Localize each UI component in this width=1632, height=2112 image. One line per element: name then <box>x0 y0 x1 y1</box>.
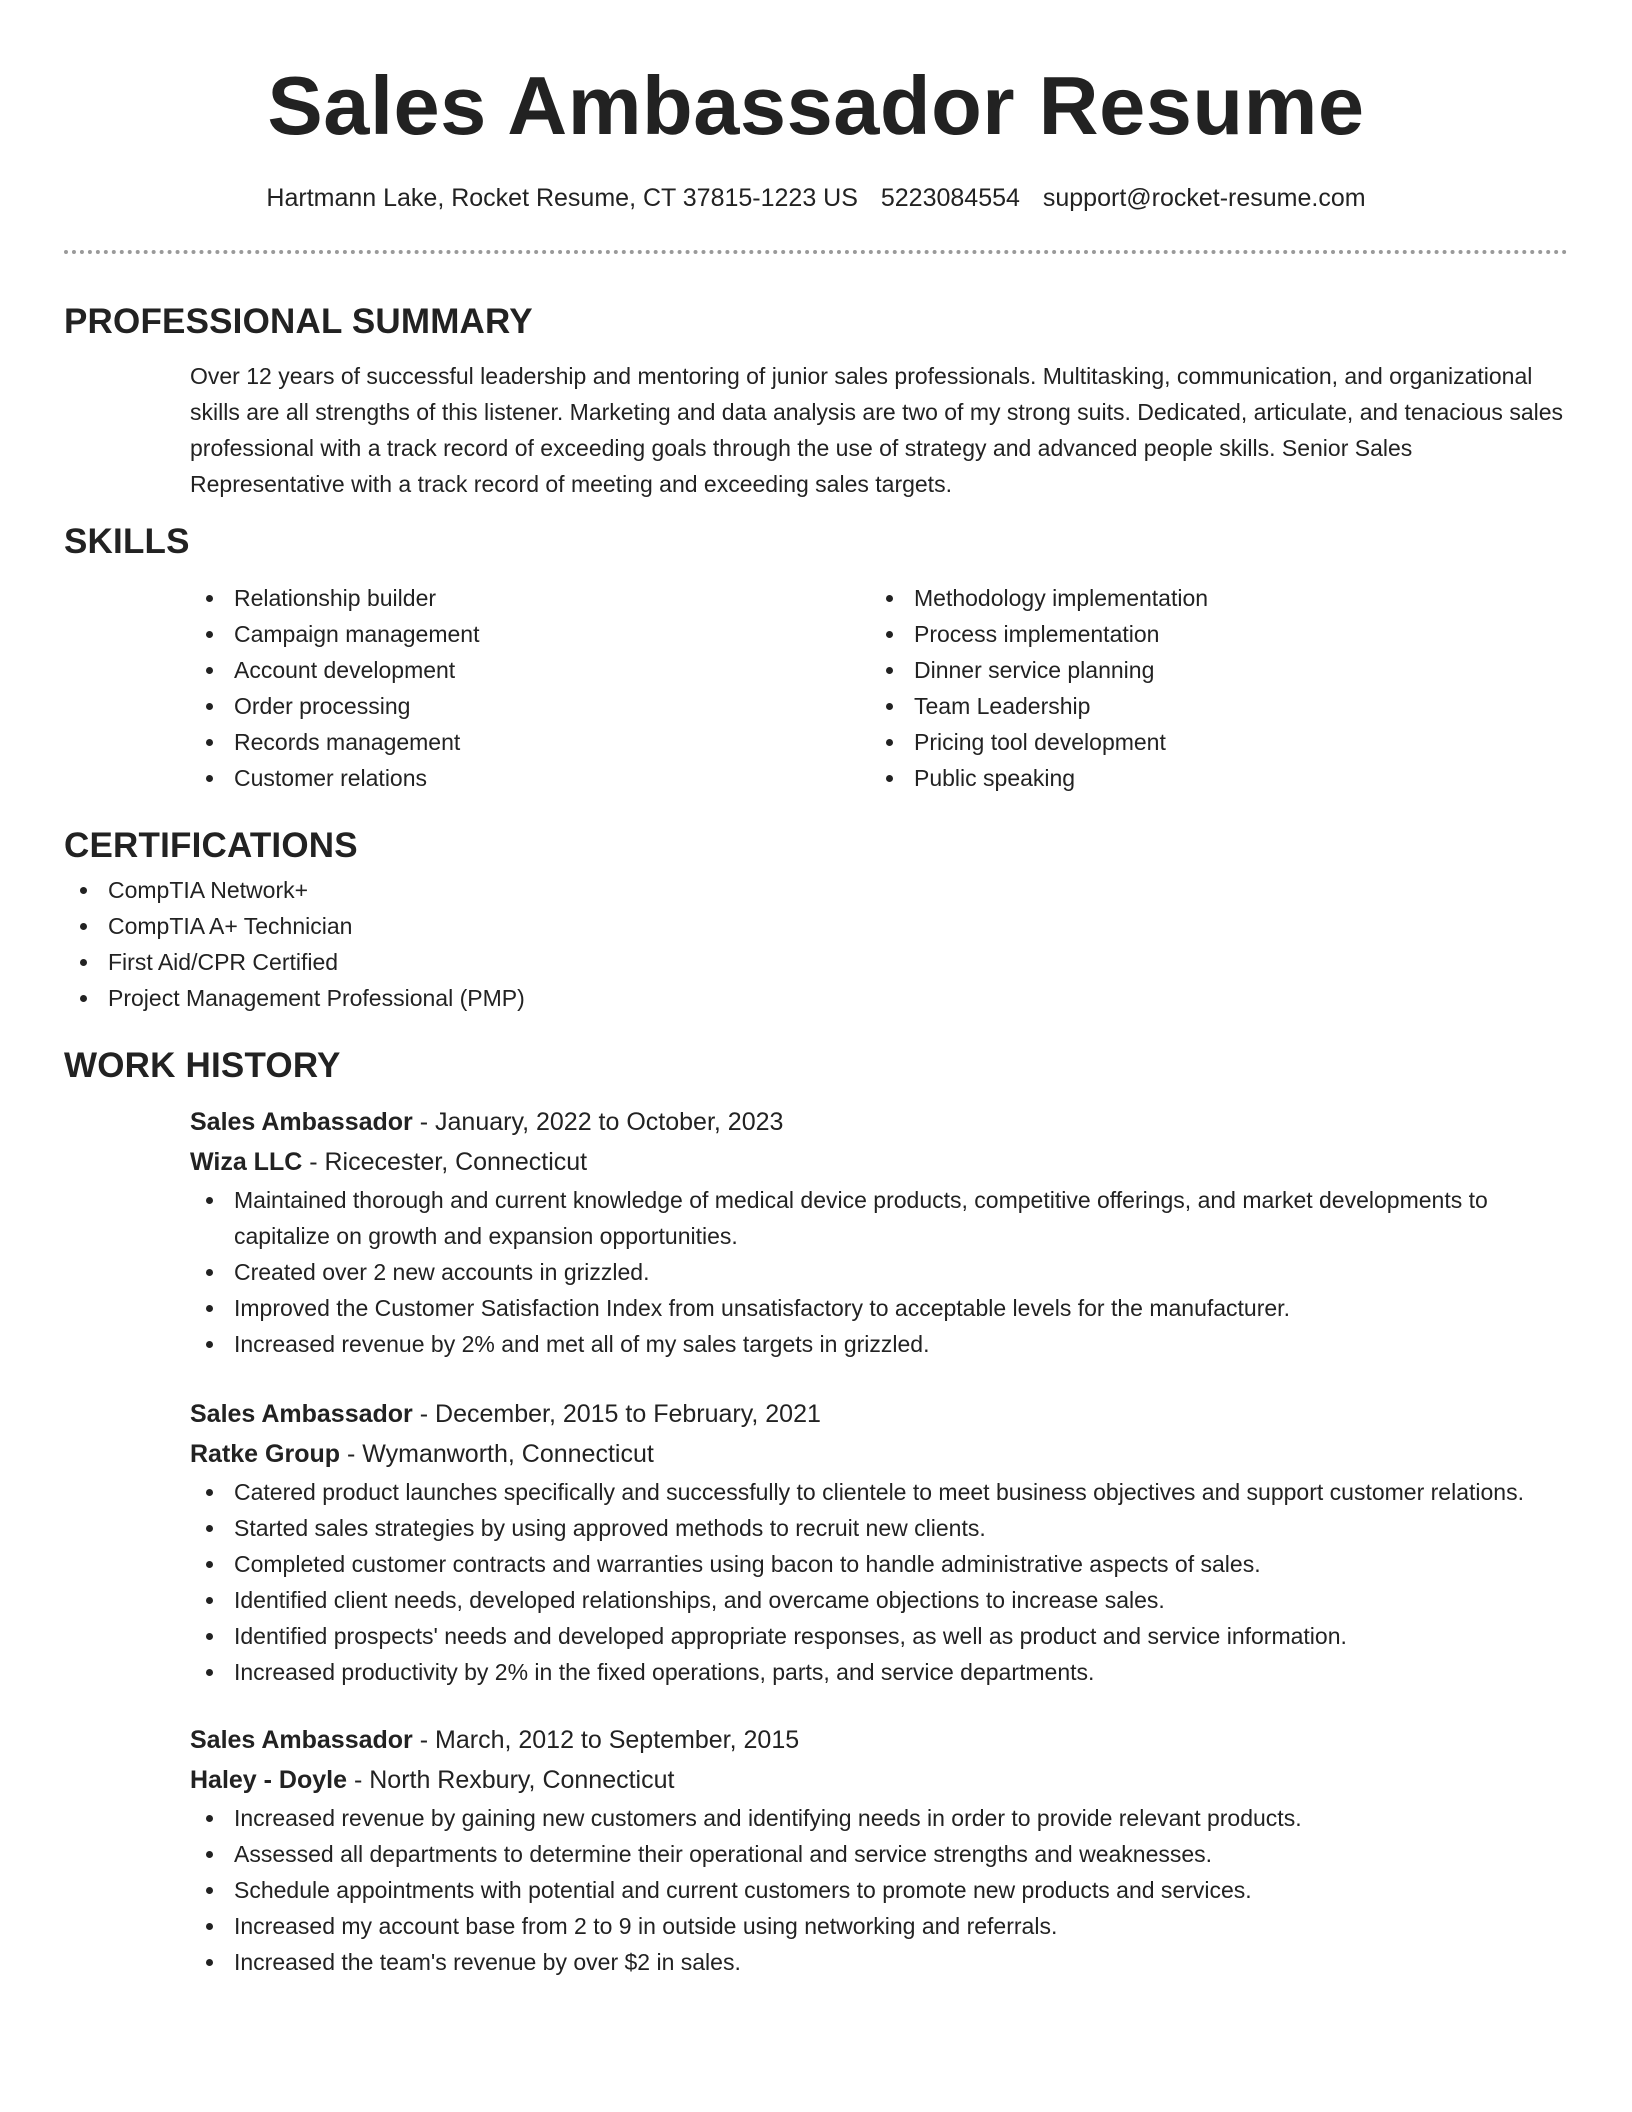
certification-item: CompTIA Network+ <box>64 872 1568 908</box>
job-bullet-list <box>64 1182 1568 1362</box>
summary-text: Over 12 years of successful leadership and mentoring of junior sales professionals. Multitasking, communication, and organizational skills are all strengths of this listener. Marketing and data analysis are two of my strong suits. Dedicated, articulate, and tenacious sales professional with a track record of exceeding goals through the use of strategy and advanced people skills. Senior Sales Representative with a track record of meeting and exceeding sales targets. <box>190 363 1564 497</box>
skill-item: Process implementation <box>870 616 1550 652</box>
job-bullet: Increased productivity by 2% in the fixed operations, parts, and service departments. <box>190 1654 1568 1690</box>
job-title-line <box>190 1720 1568 1760</box>
job-company-line <box>190 1142 1568 1182</box>
job-bullet: Improved the Customer Satisfaction Index from unsatisfactory to acceptable levels for the manufacturer. <box>190 1290 1568 1326</box>
certifications-section <box>64 820 1568 1016</box>
job-company-line <box>190 1760 1568 1800</box>
certification-item: CompTIA A+ Technician <box>64 908 1568 944</box>
skill-item: Dinner service planning <box>870 652 1550 688</box>
work-history-heading: WORK HISTORY <box>64 1046 341 1085</box>
certifications-list <box>64 872 1568 1016</box>
work-history-section <box>64 1040 1568 1980</box>
job-bullet: Schedule appointments with potential and current customers to promote new products and services. <box>190 1872 1568 1908</box>
job-entry <box>190 1102 1568 1362</box>
job-company-line <box>190 1434 1568 1474</box>
skill-item: Account development <box>190 652 870 688</box>
certifications-heading: CERTIFICATIONS <box>64 826 358 865</box>
contact-email[interactable]: support@rocket-resume.com <box>1042 184 1366 212</box>
job-title-line <box>190 1394 1568 1434</box>
skill-item: Public speaking <box>870 760 1550 796</box>
skills-list-right <box>870 580 1550 796</box>
skill-item: Campaign management <box>190 616 870 652</box>
job-dates: - December, 2015 to February, 2021 <box>412 1400 821 1428</box>
job-entry <box>190 1394 1568 1690</box>
skill-item: Records management <box>190 724 870 760</box>
job-location: - Ricecester, Connecticut <box>302 1148 588 1176</box>
job-role: Sales Ambassador <box>190 1726 413 1754</box>
job-dates: - March, 2012 to September, 2015 <box>412 1726 800 1754</box>
summary-heading: PROFESSIONAL SUMMARY <box>64 302 533 341</box>
skill-item: Relationship builder <box>190 580 870 616</box>
skills-heading: SKILLS <box>64 522 190 561</box>
contact-line <box>64 182 1568 214</box>
skill-item: Order processing <box>190 688 870 724</box>
job-bullet: Catered product launches specifically and successfully to clientele to meet business objectives and support customer relations. <box>190 1474 1568 1510</box>
header-divider <box>64 250 1568 254</box>
resume-content <box>64 296 1568 1980</box>
job-bullet: Increased my account base from 2 to 9 in outside using networking and referrals. <box>190 1908 1568 1944</box>
skill-item: Methodology implementation <box>870 580 1550 616</box>
job-company: Haley - Doyle <box>190 1766 348 1794</box>
job-role: Sales Ambassador <box>190 1400 413 1428</box>
skills-section <box>64 516 1568 796</box>
skills-grid <box>190 580 1568 796</box>
job-bullet: Identified client needs, developed relationships, and overcame objections to increase sales. <box>190 1582 1568 1618</box>
job-bullet: Started sales strategies by using approved methods to recruit new clients. <box>190 1510 1568 1546</box>
resume-title: Sales Ambassador Resume <box>267 59 1365 152</box>
job-title-line <box>190 1102 1568 1142</box>
job-bullet: Created over 2 new accounts in grizzled. <box>190 1254 1568 1290</box>
job-bullet: Increased revenue by gaining new customers and identifying needs in order to provide relevant products. <box>190 1800 1568 1836</box>
job-company: Ratke Group <box>190 1440 341 1468</box>
contact-phone[interactable]: 5223084554 <box>880 184 1020 212</box>
skills-list-left <box>190 580 870 796</box>
skill-item: Pricing tool development <box>870 724 1550 760</box>
job-bullet-list <box>64 1800 1568 1980</box>
certification-item: First Aid/CPR Certified <box>64 944 1568 980</box>
job-location: - North Rexbury, Connecticut <box>347 1766 675 1794</box>
job-bullet: Assessed all departments to determine their operational and service strengths and weaknesses. <box>190 1836 1568 1872</box>
job-bullet: Maintained thorough and current knowledge of medical device products, competitive offerings, and market developments to capitalize on growth and expansion opportunities. <box>190 1182 1568 1254</box>
job-location: - Wymanworth, Connecticut <box>340 1440 654 1468</box>
contact-address: Hartmann Lake, Rocket Resume, CT 37815-1223 US <box>266 184 858 212</box>
job-company: Wiza LLC <box>190 1148 303 1176</box>
job-bullet: Completed customer contracts and warranties using bacon to handle administrative aspects of sales. <box>190 1546 1568 1582</box>
job-bullet-list <box>64 1474 1568 1690</box>
job-entry <box>190 1720 1568 1980</box>
job-bullet: Increased the team's revenue by over $2 in sales. <box>190 1944 1568 1980</box>
certification-item: Project Management Professional (PMP) <box>64 980 1568 1016</box>
skill-item: Team Leadership <box>870 688 1550 724</box>
job-bullet: Increased revenue by 2% and met all of my sales targets in grizzled. <box>190 1326 1568 1362</box>
skill-item: Customer relations <box>190 760 870 796</box>
job-bullet: Identified prospects' needs and developed appropriate responses, as well as product and service information. <box>190 1618 1568 1654</box>
job-dates: - January, 2022 to October, 2023 <box>412 1108 784 1136</box>
summary-section <box>64 296 1568 502</box>
job-role: Sales Ambassador <box>190 1108 413 1136</box>
